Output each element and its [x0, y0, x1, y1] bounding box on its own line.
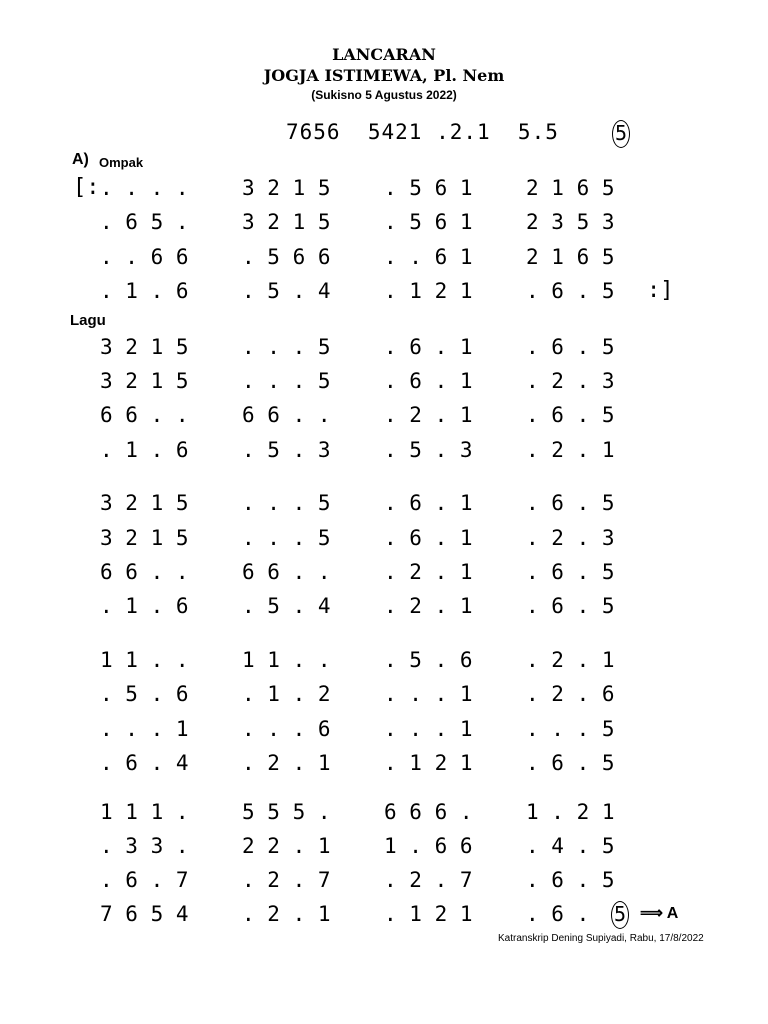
- gatra: . 1 2 1: [384, 902, 473, 926]
- gatra: . 1 2 1: [384, 751, 473, 775]
- gatra: . 5 6 1: [384, 176, 473, 200]
- gatra: . 2 . 3: [526, 526, 615, 550]
- gatra: 3 2 1 5: [242, 210, 331, 234]
- repeat-end-sign: :]: [647, 278, 674, 303]
- gatra: . 6 . 5: [526, 594, 615, 618]
- gatra: 6 6 6 .: [384, 800, 473, 824]
- gatra: . 1 . 6: [100, 279, 189, 303]
- lagu-row: [0, 333, 768, 361]
- gatra: 1 . 6 6: [384, 834, 473, 858]
- gatra: . 6 . 1: [384, 369, 473, 393]
- gatra: . . . 6: [242, 717, 331, 741]
- lagu-row: [0, 798, 768, 826]
- gatra: . 5 . 6: [100, 682, 189, 706]
- gatra: . 6 . 4: [100, 751, 189, 775]
- gatra: . 1 . 6: [100, 594, 189, 618]
- lagu-row: [0, 749, 768, 777]
- gatra: 6 6 . .: [242, 403, 331, 427]
- gatra: . 1 . 2: [242, 682, 331, 706]
- gatra: 3 2 1 5: [100, 491, 189, 515]
- gatra: . 2 . 1: [384, 403, 473, 427]
- gatra: . 6 . 5: [526, 868, 615, 892]
- return-target-label: A: [666, 905, 679, 922]
- gatra: . 2 . 1: [242, 902, 331, 926]
- gatra: 3 2 1 5: [100, 526, 189, 550]
- buka-notation: 7656 5421 .2.1 5.5: [286, 120, 559, 144]
- lagu-row: [0, 832, 768, 860]
- gatra: . 2 . 1: [526, 648, 615, 672]
- gatra: . . . 5: [242, 369, 331, 393]
- gatra: . 2 . 1: [384, 560, 473, 584]
- gatra: . . 6 1: [384, 245, 473, 269]
- lagu-row: [0, 646, 768, 674]
- gatra: . 5 . 4: [242, 594, 331, 618]
- lagu-label: Lagu: [70, 312, 106, 329]
- gatra: . 5 . 3: [242, 438, 331, 462]
- gatra: . 2 . 7: [242, 868, 331, 892]
- gatra: 2 2 . 1: [242, 834, 331, 858]
- gatra: 1 1 . .: [100, 648, 189, 672]
- lagu-row: [0, 866, 768, 894]
- ompak-label: Ompak: [99, 155, 144, 170]
- gatra: . 6 5 .: [100, 210, 189, 234]
- gatra: . 1 . 6: [100, 438, 189, 462]
- gatra: . 5 6 1: [384, 210, 473, 234]
- repeat-start-sign: [:: [73, 175, 100, 200]
- lagu-row: [0, 489, 768, 517]
- lagu-row: [0, 592, 768, 620]
- gatra: . 5 . 3: [384, 438, 473, 462]
- lagu-row: [0, 367, 768, 395]
- lagu-row: [0, 524, 768, 552]
- gatra: . . . 1: [384, 717, 473, 741]
- gatra: 3 2 1 5: [100, 369, 189, 393]
- gatra: 1 . 2 1: [526, 800, 615, 824]
- composer-credit: (Sukisno 5 Agustus 2022): [311, 88, 457, 102]
- gatra: 1 1 . .: [242, 648, 331, 672]
- gatra: . 2 . 3: [526, 369, 615, 393]
- gatra: . 3 3 .: [100, 834, 189, 858]
- gatra: . 5 6 6: [242, 245, 331, 269]
- gatra: 1 1 1 .: [100, 800, 189, 824]
- return-to-a: [640, 903, 678, 923]
- piece-title: JOGJA ISTIMEWA, Pl. Nem: [263, 66, 505, 85]
- gatra: 3 2 1 5: [100, 335, 189, 359]
- gatra: 6 6 . .: [100, 560, 189, 584]
- gatra: . . . 5: [242, 491, 331, 515]
- gatra: . 6 . 5: [526, 491, 615, 515]
- lagu-row: [0, 680, 768, 708]
- gatra: . . . 1: [100, 717, 189, 741]
- gatra: 5 5 5 .: [242, 800, 331, 824]
- gatra: . 6 . 5: [526, 751, 615, 775]
- gatra: . . 6 6: [100, 245, 189, 269]
- transcriber-note: Katranskrip Dening Supiyadi, Rabu, 17/8/2022: [498, 933, 704, 944]
- final-gong-note: 5: [611, 901, 629, 929]
- gatra: 2 1 6 5: [526, 245, 615, 269]
- gatra: . 2 . 1: [526, 438, 615, 462]
- gatra: 7 6 5 4: [100, 902, 189, 926]
- lagu-row: [0, 715, 768, 743]
- gatra: . 6 . 1: [384, 491, 473, 515]
- gatra: . 6 . 7: [100, 868, 189, 892]
- double-arrow-icon: ⟹: [640, 905, 663, 922]
- section-a-label: A): [72, 151, 89, 168]
- gatra: 2 3 5 3: [526, 210, 615, 234]
- gatra: . 6 . 5: [526, 279, 615, 303]
- gatra: 6 6 . .: [100, 403, 189, 427]
- gatra: . 2 . 1: [242, 751, 331, 775]
- gatra: . 2 . 1: [384, 594, 473, 618]
- gatra: . . . 5: [242, 335, 331, 359]
- gatra: . 1 2 1: [384, 279, 473, 303]
- gatra: . . . .: [100, 176, 189, 200]
- gatra: . 6 .: [526, 902, 602, 926]
- gatra: . 6 . 5: [526, 335, 615, 359]
- gatra: 3 2 1 5: [242, 176, 331, 200]
- gatra: . . . 1: [384, 682, 473, 706]
- buka-gong-note: 5: [612, 120, 630, 148]
- lagu-row: [0, 401, 768, 429]
- gatra: . 6 . 5: [526, 403, 615, 427]
- gatra: . 2 . 7: [384, 868, 473, 892]
- gatra: . . . 5: [242, 526, 331, 550]
- gatra: . 4 . 5: [526, 834, 615, 858]
- gatra: 6 6 . .: [242, 560, 331, 584]
- lagu-row: [0, 436, 768, 464]
- ompak-row: [0, 208, 768, 236]
- gatra: . 5 . 6: [384, 648, 473, 672]
- gatra: . 5 . 4: [242, 279, 331, 303]
- ompak-row: [0, 174, 768, 202]
- gatra: . . . 5: [526, 717, 615, 741]
- form-title: LANCARAN: [332, 45, 436, 64]
- gatra: . 2 . 6: [526, 682, 615, 706]
- lagu-row: [0, 558, 768, 586]
- gatra: . 6 . 5: [526, 560, 615, 584]
- gatra: 2 1 6 5: [526, 176, 615, 200]
- gatra: . 6 . 1: [384, 335, 473, 359]
- ompak-row: [0, 243, 768, 271]
- gatra: . 6 . 1: [384, 526, 473, 550]
